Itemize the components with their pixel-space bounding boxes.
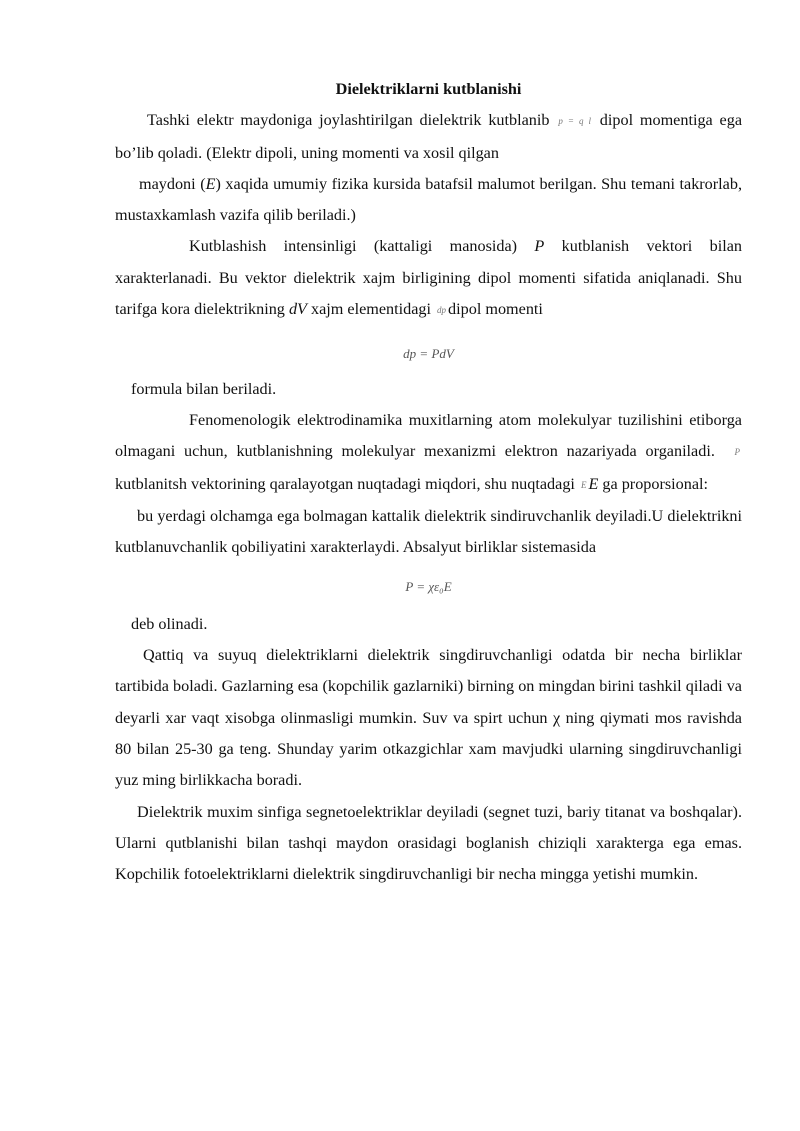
text-span: kutblanitsh vektorining qaralayotgan nuqtadagi miqdori, shu nuqtadagi	[115, 474, 575, 493]
variable-e: E	[588, 474, 599, 493]
text-span: ga proporsional:	[602, 474, 709, 493]
dipole-moment-formula-icon: p = q l	[558, 116, 591, 127]
paragraph-polarization-vector	[115, 231, 742, 326]
text-span: Tashki elektr maydoniga joylashtirilgan dielektrik kutblanib	[147, 111, 550, 130]
paragraph-solid-liquid: Qattiq va suyuq dielektriklarni dielektrik singdiruvchanligi odatda bir necha birliklar tartibida boladi. Gazlarning esa (kopchilik gazlarniki) birning on mingdan birini tashkil qiladi va deyarli xar vaqt xisobga olinmasligi mumkin. Suv va spirt uchun χ ning qiymati mos ravishda 80 bilan 25-30 ga teng. Shunday yarim otkazgichlar xam mavjudki ularning singdiruvchanligi yuz ming birlikkacha boradi.	[115, 646, 742, 790]
variable-p: P	[534, 237, 545, 256]
text-span: maydoni (	[139, 174, 206, 193]
page-title: Dielektriklarni kutblanishi	[335, 80, 522, 98]
formula-dp: dp = PdV	[403, 346, 454, 362]
paragraph-formula-note: formula bilan beriladi.	[131, 379, 277, 398]
text-span: kutblanish vektori bilan xarakterlanadi. Bu vektor dielektrik xajm birligining dipol momenti sifatida aniqlanadi. Shu tarifga kora dielektrikning	[115, 237, 742, 319]
paragraph-phenomenological	[115, 405, 742, 501]
formula-p-chi-e: P = χε₀E	[405, 579, 452, 595]
e-vector-icon: E	[580, 479, 587, 490]
paragraph-field-note	[115, 169, 742, 232]
variable-dv: dV	[288, 300, 307, 319]
paragraph-intro	[115, 105, 742, 169]
text-span: ) xaqida umumiy fizika kursida batafsil malumot berilgan. Shu temani takrorlab, mustaxkamlash vazifa qilib beriladi.)	[115, 174, 742, 225]
p-vector-icon: P	[734, 447, 741, 458]
dp-symbol-icon: dp	[437, 305, 447, 316]
paragraph-ferroelectrics: Dielektrik muxim sinfiga segnetoelektriklar deyiladi (segnet tuzi, bariy titanat va boshqalar). Ularni qutblanishi bilan tashqi maydon orasidagi boglanish chiziqli xarakterga ega emas. Kopchilik fotoelektriklarni dielektrik singdiruvchanligi bir necha mingga yetishi mumkin.	[115, 802, 742, 884]
paragraph-susceptibility: bu yerdagi olchamga ega bolmagan kattalik dielektrik sindiruvchanlik deyiladi.U dielektrikni kutblanuvchanlik qobiliyatini xarakterlaydi. Absalyut birliklar sistemasida	[115, 506, 742, 557]
document-page	[115, 0, 742, 890]
paragraph-definition-note: deb olinadi.	[131, 614, 208, 633]
variable-e: E	[205, 174, 216, 193]
text-span: Kutblashish intensinligi (kattaligi manosida)	[189, 237, 518, 256]
text-span: Fenomenologik elektrodinamika muxitlarning atom molekulyar tuzilishini etiborga olmagani uchun, kutblanishning molekulyar mexanizmi elektron nazariyada organiladi.	[115, 410, 742, 461]
text-span: dipol momenti	[448, 300, 543, 319]
text-span: xajm elementidagi	[310, 300, 431, 319]
text-span: dipol momentiga ega bo’lib qoladi. (Elektr dipoli, uning momenti va xosil qilgan	[115, 111, 743, 162]
